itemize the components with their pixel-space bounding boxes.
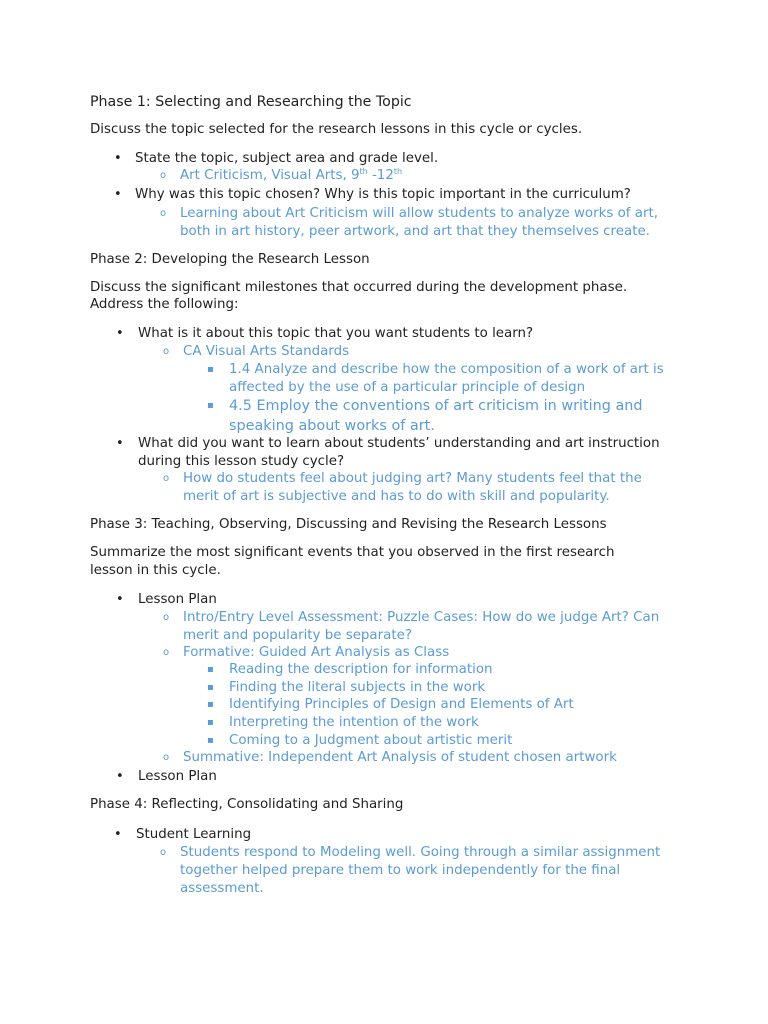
phase1-bullet-1: State the topic, subject area and grade level. [135,151,439,166]
phase3-intro-line-1: Summarize the most significant events that you observed in the first research [90,545,615,560]
bullet-square: ▪ [207,717,214,728]
phase2-bullet-2-line-1: What did you want to learn about students’ understanding and art instruction [138,436,660,451]
phase1-bullet-2: Why was this topic chosen? Why is this topic important in the curriculum? [135,187,631,202]
phase3-sub-3: Summative: Independent Art Analysis of student chosen artwork [183,750,617,765]
phase1-reason-line-1: Learning about Art Criticism will allow students to analyze works of art, [180,206,658,221]
standard-2-line-1: 4.5 Employ the conventions of art criticism in writing and [229,398,643,414]
bullet-circle: o [163,612,170,623]
bullet-dot: • [114,151,122,166]
bullet-circle: o [163,473,170,484]
bullet-dot: • [116,436,124,451]
bullet-square: ▪ [207,400,214,411]
analysis-step: Finding the literal subjects in the work [229,680,486,695]
phase2-standards: CA Visual Arts Standards [183,344,350,359]
phase1-topic-value: Art Criticism, Visual Arts, 9th -12th [180,167,403,183]
phase3-intro-line-2: lesson in this cycle. [90,563,221,578]
phase1-heading: Phase 1: Selecting and Researching the Topic [90,94,412,110]
phase2-bullet-1: What is it about this topic that you want students to learn? [138,326,534,341]
bullet-square: ▪ [207,682,214,693]
bullet-dot: • [116,769,124,784]
bullet-circle: o [160,208,167,219]
phase1-reason-line-2: both in art history, peer artwork, and art that they themselves create. [180,224,650,239]
analysis-step: Coming to a Judgment about artistic merit [229,733,513,748]
phase4-sub-line-1: Students respond to Modeling well. Going through a similar assignment [180,845,661,860]
phase4-sub-line-3: assessment. [180,881,264,896]
standard-1-line-1: 1.4 Analyze and describe how the composition of a work of art is [229,362,664,377]
phase2-feelings-line-1: How do students feel about judging art? Many students feel that the [183,471,642,486]
bullet-dot: • [116,326,124,341]
analysis-step: Identifying Principles of Design and Elements of Art [229,697,574,712]
bullet-square: ▪ [207,699,214,710]
phase3-lesson-plan-1: Lesson Plan [138,592,217,607]
standard-1-line-2: affected by the use of a particular principle of design [229,380,586,395]
phase4-sub-line-2: together helped prepare them to work independently for the final [180,863,621,878]
phase2-heading: Phase 2: Developing the Research Lesson [90,252,370,267]
phase2-intro-line-2: Address the following: [90,297,239,312]
phase3-sub-2: Formative: Guided Art Analysis as Class [183,645,450,660]
bullet-circle: o [163,346,170,357]
phase1-intro: Discuss the topic selected for the research lessons in this cycle or cycles. [90,122,583,137]
phase4-bullet-1: Student Learning [136,827,252,842]
bullet-square: ▪ [207,735,214,746]
phase3-heading: Phase 3: Teaching, Observing, Discussing and Revising the Research Lessons [90,517,607,532]
bullet-circle: o [160,170,167,181]
phase3-sub-1-line-2: merit and popularity be separate? [183,628,412,643]
analysis-step: Reading the description for information [229,662,493,677]
phase4-heading: Phase 4: Reflecting, Consolidating and Sharing [90,797,404,812]
phase2-intro-line-1: Discuss the significant milestones that occurred during the development phase. [90,280,628,295]
bullet-circle: o [163,647,170,658]
phase2-bullet-2-line-2: during this lesson study cycle? [138,454,345,469]
bullet-square: ▪ [207,364,214,375]
bullet-dot: • [116,592,124,607]
bullet-circle: o [163,752,170,763]
phase3-sub-1-line-1: Intro/Entry Level Assessment: Puzzle Cases: How do we judge Art? Can [183,610,660,625]
bullet-circle: o [160,847,167,858]
bullet-square: ▪ [207,664,214,675]
phase2-feelings-line-2: merit of art is subjective and has to do with skill and popularity. [183,489,610,504]
standard-2-line-2: speaking about works of art. [229,418,435,434]
phase3-lesson-plan-2: Lesson Plan [138,769,217,784]
analysis-step: Interpreting the intention of the work [229,715,479,730]
bullet-dot: • [114,187,122,202]
bullet-dot: • [114,827,122,842]
